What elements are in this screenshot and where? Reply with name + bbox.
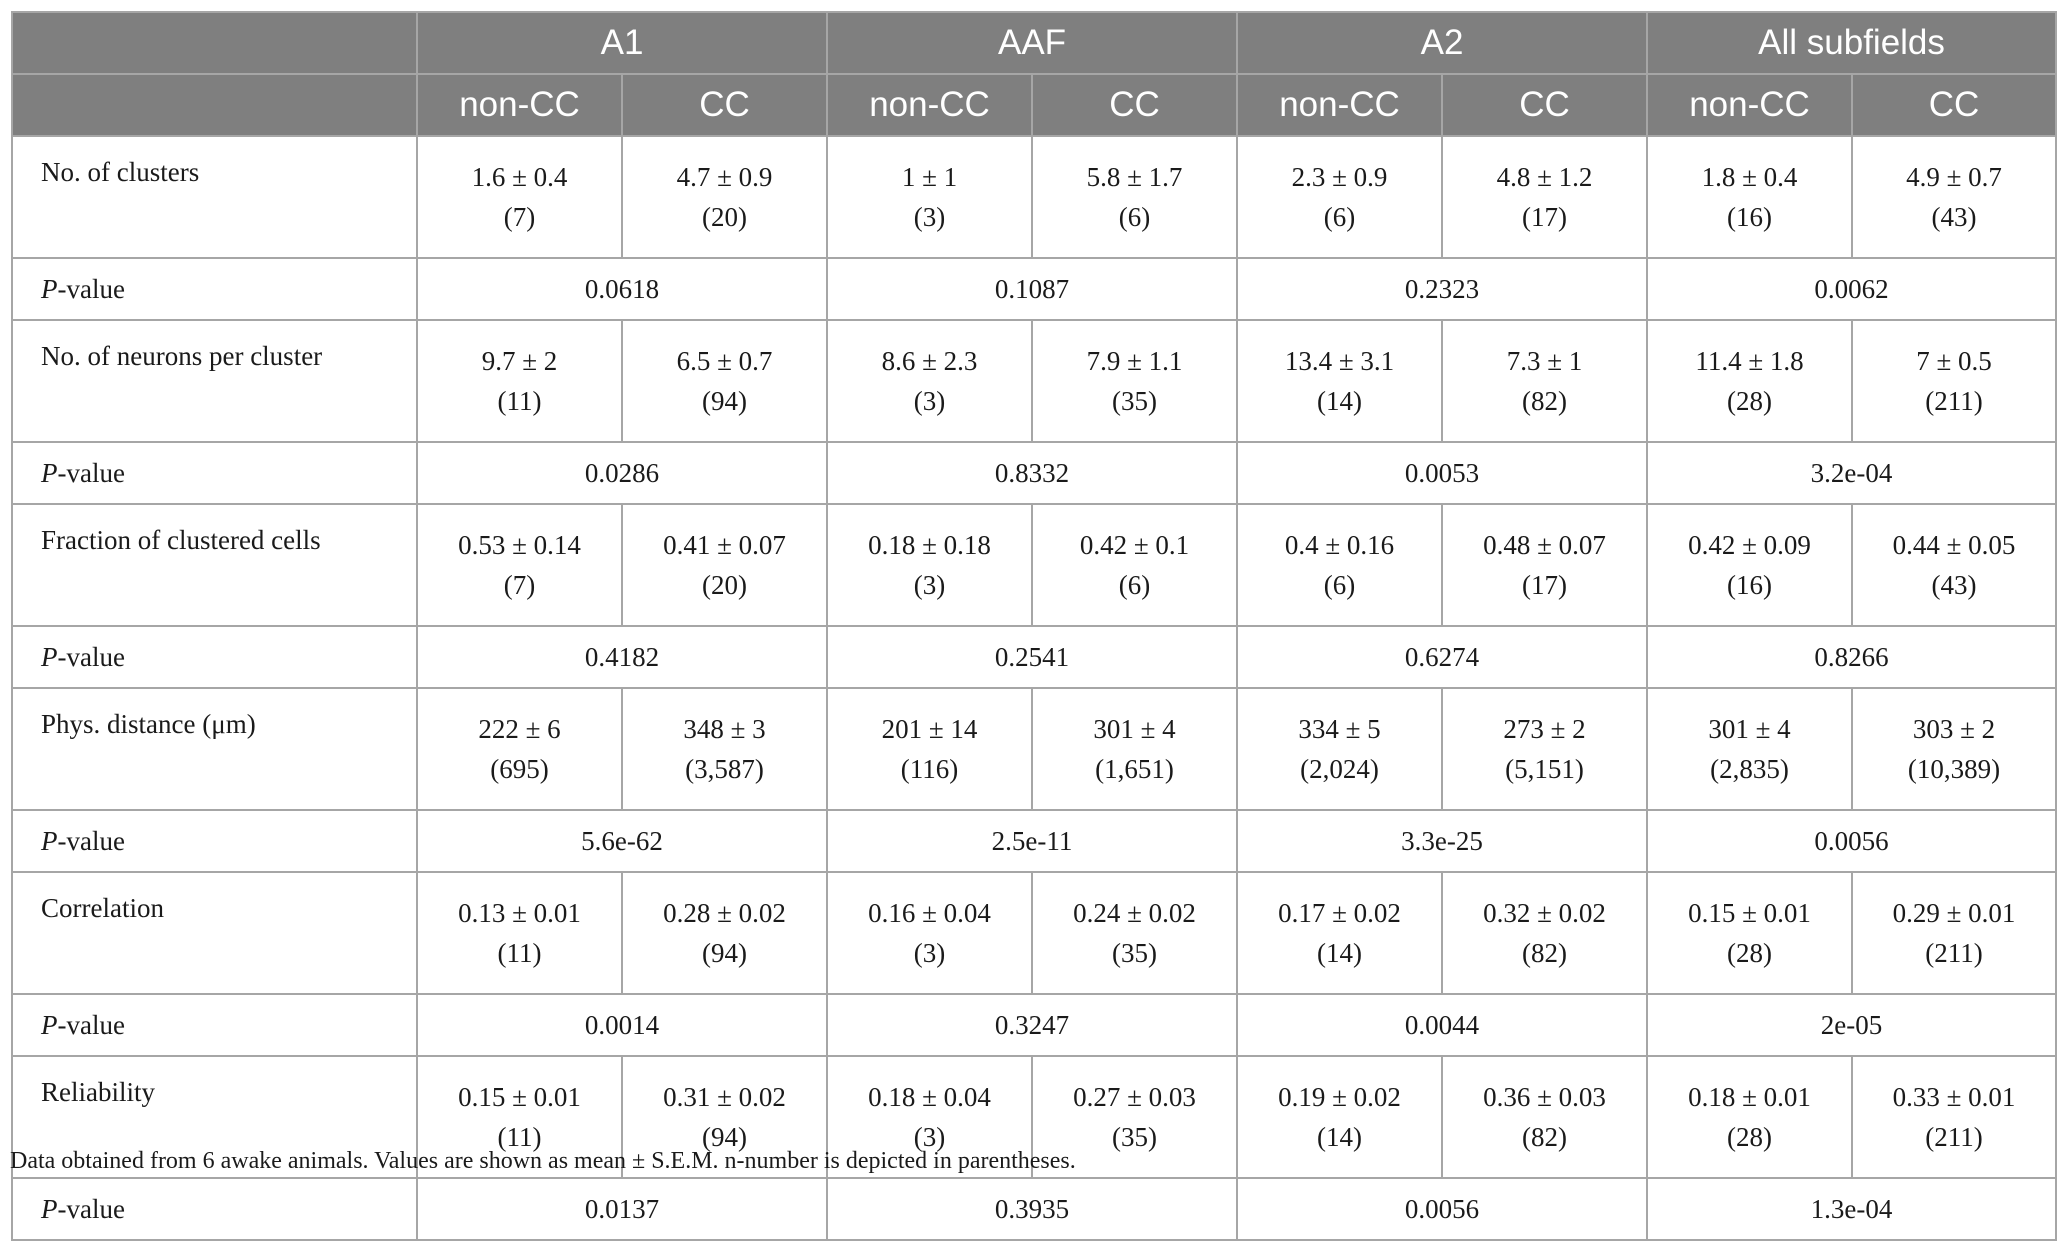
mean-sem-value: 0.18 ± 0.18 <box>868 530 991 560</box>
mean-sem-value: 0.13 ± 0.01 <box>458 898 581 928</box>
value-cell <box>827 504 1032 626</box>
value-cell <box>1852 872 2056 994</box>
mean-sem-value: 0.27 ± 0.03 <box>1073 1082 1196 1112</box>
row-label: Reliability <box>12 1056 417 1178</box>
n-number: (35) <box>1112 386 1157 416</box>
mean-sem-value: 8.6 ± 2.3 <box>881 346 978 376</box>
n-number: (82) <box>1522 938 1567 968</box>
n-number: (11) <box>497 938 542 968</box>
mean-sem-value: 11.4 ± 1.8 <box>1695 346 1804 376</box>
value-cell <box>417 872 622 994</box>
mean-sem-value: 0.33 ± 0.01 <box>1892 1082 2016 1112</box>
value-cell <box>1237 688 1442 810</box>
value-cell <box>1442 320 1647 442</box>
mean-sem-value: 4.9 ± 0.7 <box>1906 162 2002 192</box>
value-cell <box>417 320 622 442</box>
table-row <box>12 872 2056 994</box>
mean-sem-value: 301 ± 4 <box>1708 714 1791 744</box>
n-number: (3,587) <box>685 754 764 784</box>
header-subcol: non-CC <box>827 74 1032 136</box>
value-cell <box>1647 688 1852 810</box>
header-group-aaf: AAF <box>827 12 1237 74</box>
value-cell <box>1647 504 1852 626</box>
pvalue-cell: 1.3e-04 <box>1647 1178 2056 1240</box>
header-group-a2: A2 <box>1237 12 1647 74</box>
n-number: (14) <box>1317 1122 1362 1152</box>
mean-sem-value: 0.31 ± 0.02 <box>663 1082 786 1112</box>
pvalue-row <box>12 810 2056 872</box>
pvalue-cell: 0.4182 <box>417 626 827 688</box>
pvalue-cell: 0.6274 <box>1237 626 1647 688</box>
n-number: (28) <box>1727 1122 1772 1152</box>
n-number: (43) <box>1931 202 1977 232</box>
n-number: (3) <box>913 938 946 968</box>
mean-sem-value: 0.19 ± 0.02 <box>1278 1082 1401 1112</box>
mean-sem-value: 0.17 ± 0.02 <box>1278 898 1401 928</box>
pvalue-cell: 0.0062 <box>1647 258 2056 320</box>
row-label: No. of clusters <box>12 136 417 258</box>
pvalue-cell: 0.2323 <box>1237 258 1647 320</box>
mean-sem-value: 1.8 ± 0.4 <box>1701 162 1798 192</box>
mean-sem-value: 201 ± 14 <box>881 714 978 744</box>
mean-sem-value: 303 ± 2 <box>1912 714 1996 744</box>
mean-sem-value: 5.8 ± 1.7 <box>1086 162 1183 192</box>
n-number: (695) <box>490 754 549 784</box>
value-cell <box>1852 320 2056 442</box>
header-group-all-subfields: All subfields <box>1647 12 2056 74</box>
n-number: (10,389) <box>1907 754 2001 784</box>
mean-sem-value: 1.6 ± 0.4 <box>471 162 568 192</box>
mean-sem-value: 13.4 ± 3.1 <box>1284 346 1395 376</box>
n-number: (82) <box>1522 1122 1567 1152</box>
n-number: (94) <box>702 938 747 968</box>
pvalue-row <box>12 994 2056 1056</box>
value-cell <box>1442 872 1647 994</box>
n-number: (17) <box>1522 570 1567 600</box>
value-cell <box>417 504 622 626</box>
n-number: (14) <box>1317 938 1362 968</box>
value-cell <box>1237 136 1442 258</box>
mean-sem-value: 0.28 ± 0.02 <box>663 898 786 928</box>
n-number: (17) <box>1522 202 1567 232</box>
pvalue-label-suffix: -value <box>57 1009 125 1040</box>
pvalue-label-p: P <box>41 457 58 488</box>
pvalue-cell: 0.0053 <box>1237 442 1647 504</box>
value-cell <box>622 504 827 626</box>
pvalue-cell: 0.1087 <box>827 258 1237 320</box>
table-row <box>12 688 2056 810</box>
pvalue-label-p: P <box>41 641 58 672</box>
value-cell <box>1442 688 1647 810</box>
mean-sem-value: 7 ± 0.5 <box>1916 346 1992 376</box>
pvalue-cell: 5.6e-62 <box>417 810 827 872</box>
pvalue-cell: 0.0618 <box>417 258 827 320</box>
n-number: (20) <box>702 570 747 600</box>
value-cell <box>1237 1056 1442 1178</box>
pvalue-label-suffix: -value <box>57 273 125 304</box>
mean-sem-value: 9.7 ± 2 <box>481 346 558 376</box>
mean-sem-value: 0.41 ± 0.07 <box>663 530 786 560</box>
pvalue-cell: 3.2e-04 <box>1647 442 2056 504</box>
n-number: (43) <box>1931 570 1977 600</box>
pvalue-cell: 0.8332 <box>827 442 1237 504</box>
value-cell <box>1442 504 1647 626</box>
pvalue-label-p: P <box>41 273 58 304</box>
mean-sem-value: 0.18 ± 0.01 <box>1688 1082 1811 1112</box>
table-row <box>12 320 2056 442</box>
n-number: (11) <box>497 1122 542 1152</box>
mean-sem-value: 222 ± 6 <box>478 714 561 744</box>
value-cell <box>622 136 827 258</box>
pvalue-cell: 2.5e-11 <box>827 810 1237 872</box>
value-cell <box>622 688 827 810</box>
value-cell <box>1647 1056 1852 1178</box>
table-row <box>12 136 2056 258</box>
mean-sem-value: 0.36 ± 0.03 <box>1483 1082 1606 1112</box>
pvalue-label <box>12 994 417 1056</box>
n-number: (5,151) <box>1505 754 1584 784</box>
value-cell <box>417 688 622 810</box>
mean-sem-value: 0.18 ± 0.04 <box>868 1082 991 1112</box>
value-cell <box>1032 688 1237 810</box>
header-subcol: CC <box>1852 74 2056 136</box>
row-label: Correlation <box>12 872 417 994</box>
mean-sem-value: 0.44 ± 0.05 <box>1892 530 2016 560</box>
value-cell <box>1237 504 1442 626</box>
value-cell <box>827 688 1032 810</box>
mean-sem-value: 0.24 ± 0.02 <box>1073 898 1196 928</box>
n-number: (94) <box>702 386 747 416</box>
value-cell <box>622 320 827 442</box>
pvalue-label-suffix: -value <box>57 641 125 672</box>
value-cell <box>1032 504 1237 626</box>
n-number: (16) <box>1727 570 1772 600</box>
pvalue-label-suffix: -value <box>57 457 125 488</box>
pvalue-cell: 0.0014 <box>417 994 827 1056</box>
mean-sem-value: 301 ± 4 <box>1093 714 1176 744</box>
header-subcol: non-CC <box>1237 74 1442 136</box>
value-cell <box>1442 1056 1647 1178</box>
n-number: (6) <box>1323 202 1356 232</box>
mean-sem-value: 0.53 ± 0.14 <box>458 530 581 560</box>
results-table <box>11 11 2057 1241</box>
pvalue-label <box>12 442 417 504</box>
n-number: (11) <box>497 386 542 416</box>
row-label: Fraction of clustered cells <box>12 504 417 626</box>
pvalue-cell: 2e-05 <box>1647 994 2056 1056</box>
pvalue-label <box>12 626 417 688</box>
mean-sem-value: 0.29 ± 0.01 <box>1892 898 2016 928</box>
n-number: (211) <box>1925 386 1983 416</box>
pvalue-row <box>12 626 2056 688</box>
value-cell <box>827 320 1032 442</box>
mean-sem-value: 7.3 ± 1 <box>1506 346 1583 376</box>
header-subcol: non-CC <box>1647 74 1852 136</box>
value-cell <box>1032 872 1237 994</box>
mean-sem-value: 4.8 ± 1.2 <box>1496 162 1593 192</box>
n-number: (35) <box>1112 938 1157 968</box>
pvalue-label-p: P <box>41 1009 58 1040</box>
n-number: (116) <box>900 754 959 784</box>
pvalue-row <box>12 258 2056 320</box>
pvalue-label-p: P <box>41 825 58 856</box>
header-group-a1: A1 <box>417 12 827 74</box>
value-cell <box>1852 136 2056 258</box>
n-number: (211) <box>1925 1122 1983 1152</box>
mean-sem-value: 0.15 ± 0.01 <box>1688 898 1811 928</box>
n-number: (6) <box>1118 202 1151 232</box>
pvalue-cell: 0.3247 <box>827 994 1237 1056</box>
n-number: (6) <box>1118 570 1151 600</box>
pvalue-label-suffix: -value <box>57 1193 125 1224</box>
n-number: (82) <box>1522 386 1567 416</box>
header-subcol-row <box>12 74 2056 136</box>
pvalue-row <box>12 1178 2056 1240</box>
mean-sem-value: 6.5 ± 0.7 <box>676 346 773 376</box>
mean-sem-value: 0.4 ± 0.16 <box>1284 530 1395 560</box>
n-number: (7) <box>503 570 536 600</box>
value-cell <box>827 872 1032 994</box>
table-row <box>12 504 2056 626</box>
n-number: (20) <box>702 202 747 232</box>
header-group-row <box>12 12 2056 74</box>
n-number: (7) <box>503 202 536 232</box>
pvalue-cell: 0.3935 <box>827 1178 1237 1240</box>
n-number: (2,024) <box>1300 754 1379 784</box>
mean-sem-value: 0.42 ± 0.09 <box>1688 530 1811 560</box>
value-cell <box>1647 872 1852 994</box>
n-number: (16) <box>1727 202 1772 232</box>
pvalue-label <box>12 810 417 872</box>
value-cell <box>827 136 1032 258</box>
value-cell <box>1647 136 1852 258</box>
header-subcol: CC <box>1032 74 1237 136</box>
row-label: Phys. distance (μm) <box>12 688 417 810</box>
value-cell <box>1852 1056 2056 1178</box>
mean-sem-value: 348 ± 3 <box>683 714 766 744</box>
pvalue-cell: 0.0056 <box>1237 1178 1647 1240</box>
n-number: (211) <box>1925 938 1983 968</box>
header-corner-cell <box>12 12 417 74</box>
pvalue-row <box>12 442 2056 504</box>
mean-sem-value: 0.48 ± 0.07 <box>1483 530 1606 560</box>
value-cell <box>1032 320 1237 442</box>
value-cell <box>622 872 827 994</box>
pvalue-label <box>12 258 417 320</box>
n-number: (2,835) <box>1710 754 1789 784</box>
header-corner-cell <box>12 74 417 136</box>
value-cell <box>1442 136 1647 258</box>
value-cell <box>1237 872 1442 994</box>
pvalue-cell: 0.0056 <box>1647 810 2056 872</box>
n-number: (28) <box>1727 386 1772 416</box>
mean-sem-value: 0.42 ± 0.1 <box>1079 530 1190 560</box>
mean-sem-value: 273 ± 2 <box>1503 714 1586 744</box>
header-subcol: CC <box>622 74 827 136</box>
row-label: No. of neurons per cluster <box>12 320 417 442</box>
mean-sem-value: 0.16 ± 0.04 <box>868 898 991 928</box>
mean-sem-value: 1 ± 1 <box>901 162 958 192</box>
table-footnote: Data obtained from 6 awake animals. Values are shown as mean ± S.E.M. n-number is depicted in parentheses. <box>10 1148 1076 1174</box>
n-number: (3) <box>913 202 946 232</box>
mean-sem-value: 2.3 ± 0.9 <box>1291 162 1388 192</box>
n-number: (28) <box>1727 938 1772 968</box>
mean-sem-value: 334 ± 5 <box>1298 714 1381 744</box>
header-subcol: non-CC <box>417 74 622 136</box>
pvalue-label <box>12 1178 417 1240</box>
value-cell <box>1237 320 1442 442</box>
pvalue-label-p: P <box>41 1193 58 1224</box>
pvalue-cell: 0.0286 <box>417 442 827 504</box>
n-number: (3) <box>913 386 946 416</box>
n-number: (3) <box>913 570 946 600</box>
n-number: (14) <box>1317 386 1362 416</box>
n-number: (3) <box>913 1122 946 1152</box>
value-cell <box>417 136 622 258</box>
value-cell <box>1647 320 1852 442</box>
mean-sem-value: 7.9 ± 1.1 <box>1086 346 1183 376</box>
pvalue-cell: 0.8266 <box>1647 626 2056 688</box>
mean-sem-value: 0.32 ± 0.02 <box>1483 898 1606 928</box>
n-number: (6) <box>1323 570 1356 600</box>
pvalue-cell: 0.0044 <box>1237 994 1647 1056</box>
n-number: (94) <box>702 1122 747 1152</box>
pvalue-label-suffix: -value <box>57 825 125 856</box>
pvalue-cell: 0.0137 <box>417 1178 827 1240</box>
table-body <box>12 136 2056 1240</box>
value-cell <box>1032 136 1237 258</box>
header-subcol: CC <box>1442 74 1647 136</box>
pvalue-cell: 3.3e-25 <box>1237 810 1647 872</box>
value-cell <box>1852 504 2056 626</box>
n-number: (1,651) <box>1095 754 1174 784</box>
mean-sem-value: 4.7 ± 0.9 <box>676 162 773 192</box>
mean-sem-value: 0.15 ± 0.01 <box>458 1082 581 1112</box>
pvalue-cell: 0.2541 <box>827 626 1237 688</box>
n-number: (35) <box>1112 1122 1157 1152</box>
value-cell <box>1852 688 2056 810</box>
